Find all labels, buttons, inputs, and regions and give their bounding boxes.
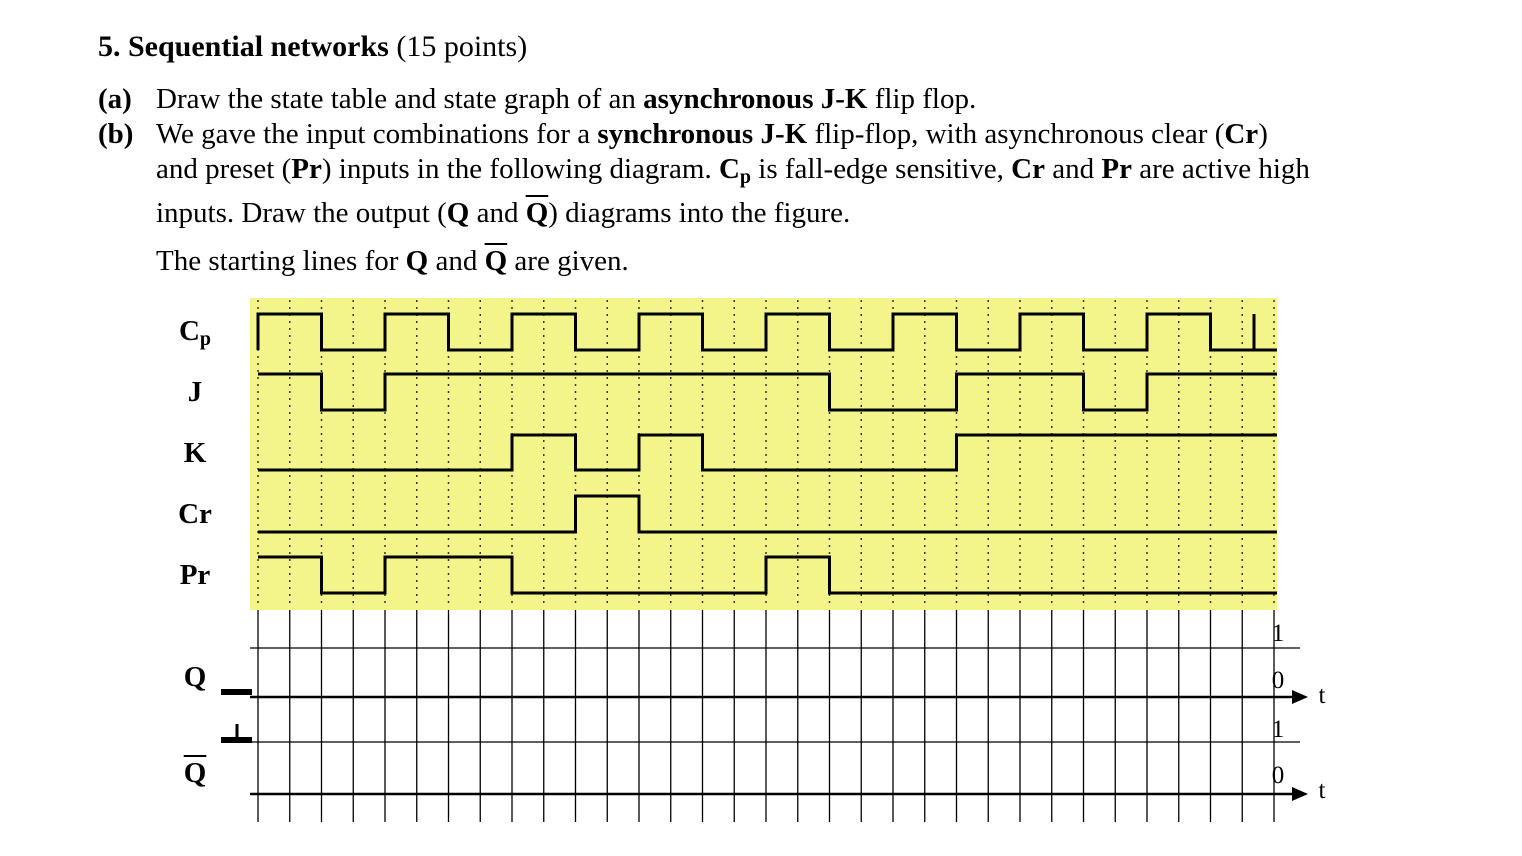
signal-label-qbar: $\overline{Q}$ bbox=[183, 757, 207, 789]
q-axis-one: 1 bbox=[1271, 620, 1285, 647]
part-b-line-2: and preset (Pr) inputs in the following diagram. $C_p$ is fall-edge sensitive, Cr and Pr are active high bbox=[156, 153, 1310, 188]
signal-label-cr: Cr bbox=[178, 498, 212, 530]
question-points: (15 points) bbox=[396, 30, 528, 63]
q-axis-t: t bbox=[1318, 682, 1326, 709]
signal-label-k: K bbox=[183, 437, 207, 469]
question-title: Sequential networks bbox=[128, 30, 389, 63]
signal-label-cp: $C_p$ bbox=[178, 315, 212, 350]
output-axes bbox=[221, 690, 1308, 801]
highlight-area bbox=[250, 298, 1277, 610]
part-b-line-4: The starting lines for Q and $\overline{Q}$ are given. bbox=[156, 245, 629, 277]
signal-label-j: J bbox=[187, 376, 203, 408]
question-number: 5. bbox=[98, 30, 121, 63]
q-axis-zero: 0 bbox=[1271, 667, 1285, 694]
qbar-axis-arrow bbox=[1292, 787, 1308, 801]
q-axis-arrow bbox=[1292, 690, 1308, 704]
signal-label-pr: Pr bbox=[179, 559, 211, 591]
part-a-text: Draw the state table and state graph of an asynchronous J-K flip flop. bbox=[156, 83, 977, 115]
answer-grid bbox=[250, 610, 1300, 822]
signal-label-q: Q bbox=[183, 661, 207, 693]
part-b-line-3: inputs. Draw the output (Q and $\overline{Q}$) diagrams into the figure. bbox=[156, 197, 851, 229]
qbar-axis-one: 1 bbox=[1271, 716, 1285, 743]
qbar-axis-zero: 0 bbox=[1271, 762, 1285, 789]
qbar-axis-t: t bbox=[1318, 777, 1326, 804]
part-b-line-1: We gave the input combinations for a synchronous J-K flip-flop, with asynchronous clear (Cr) bbox=[156, 118, 1268, 150]
part-b-label: (b) bbox=[98, 118, 134, 150]
part-a-label: (a) bbox=[98, 83, 132, 115]
